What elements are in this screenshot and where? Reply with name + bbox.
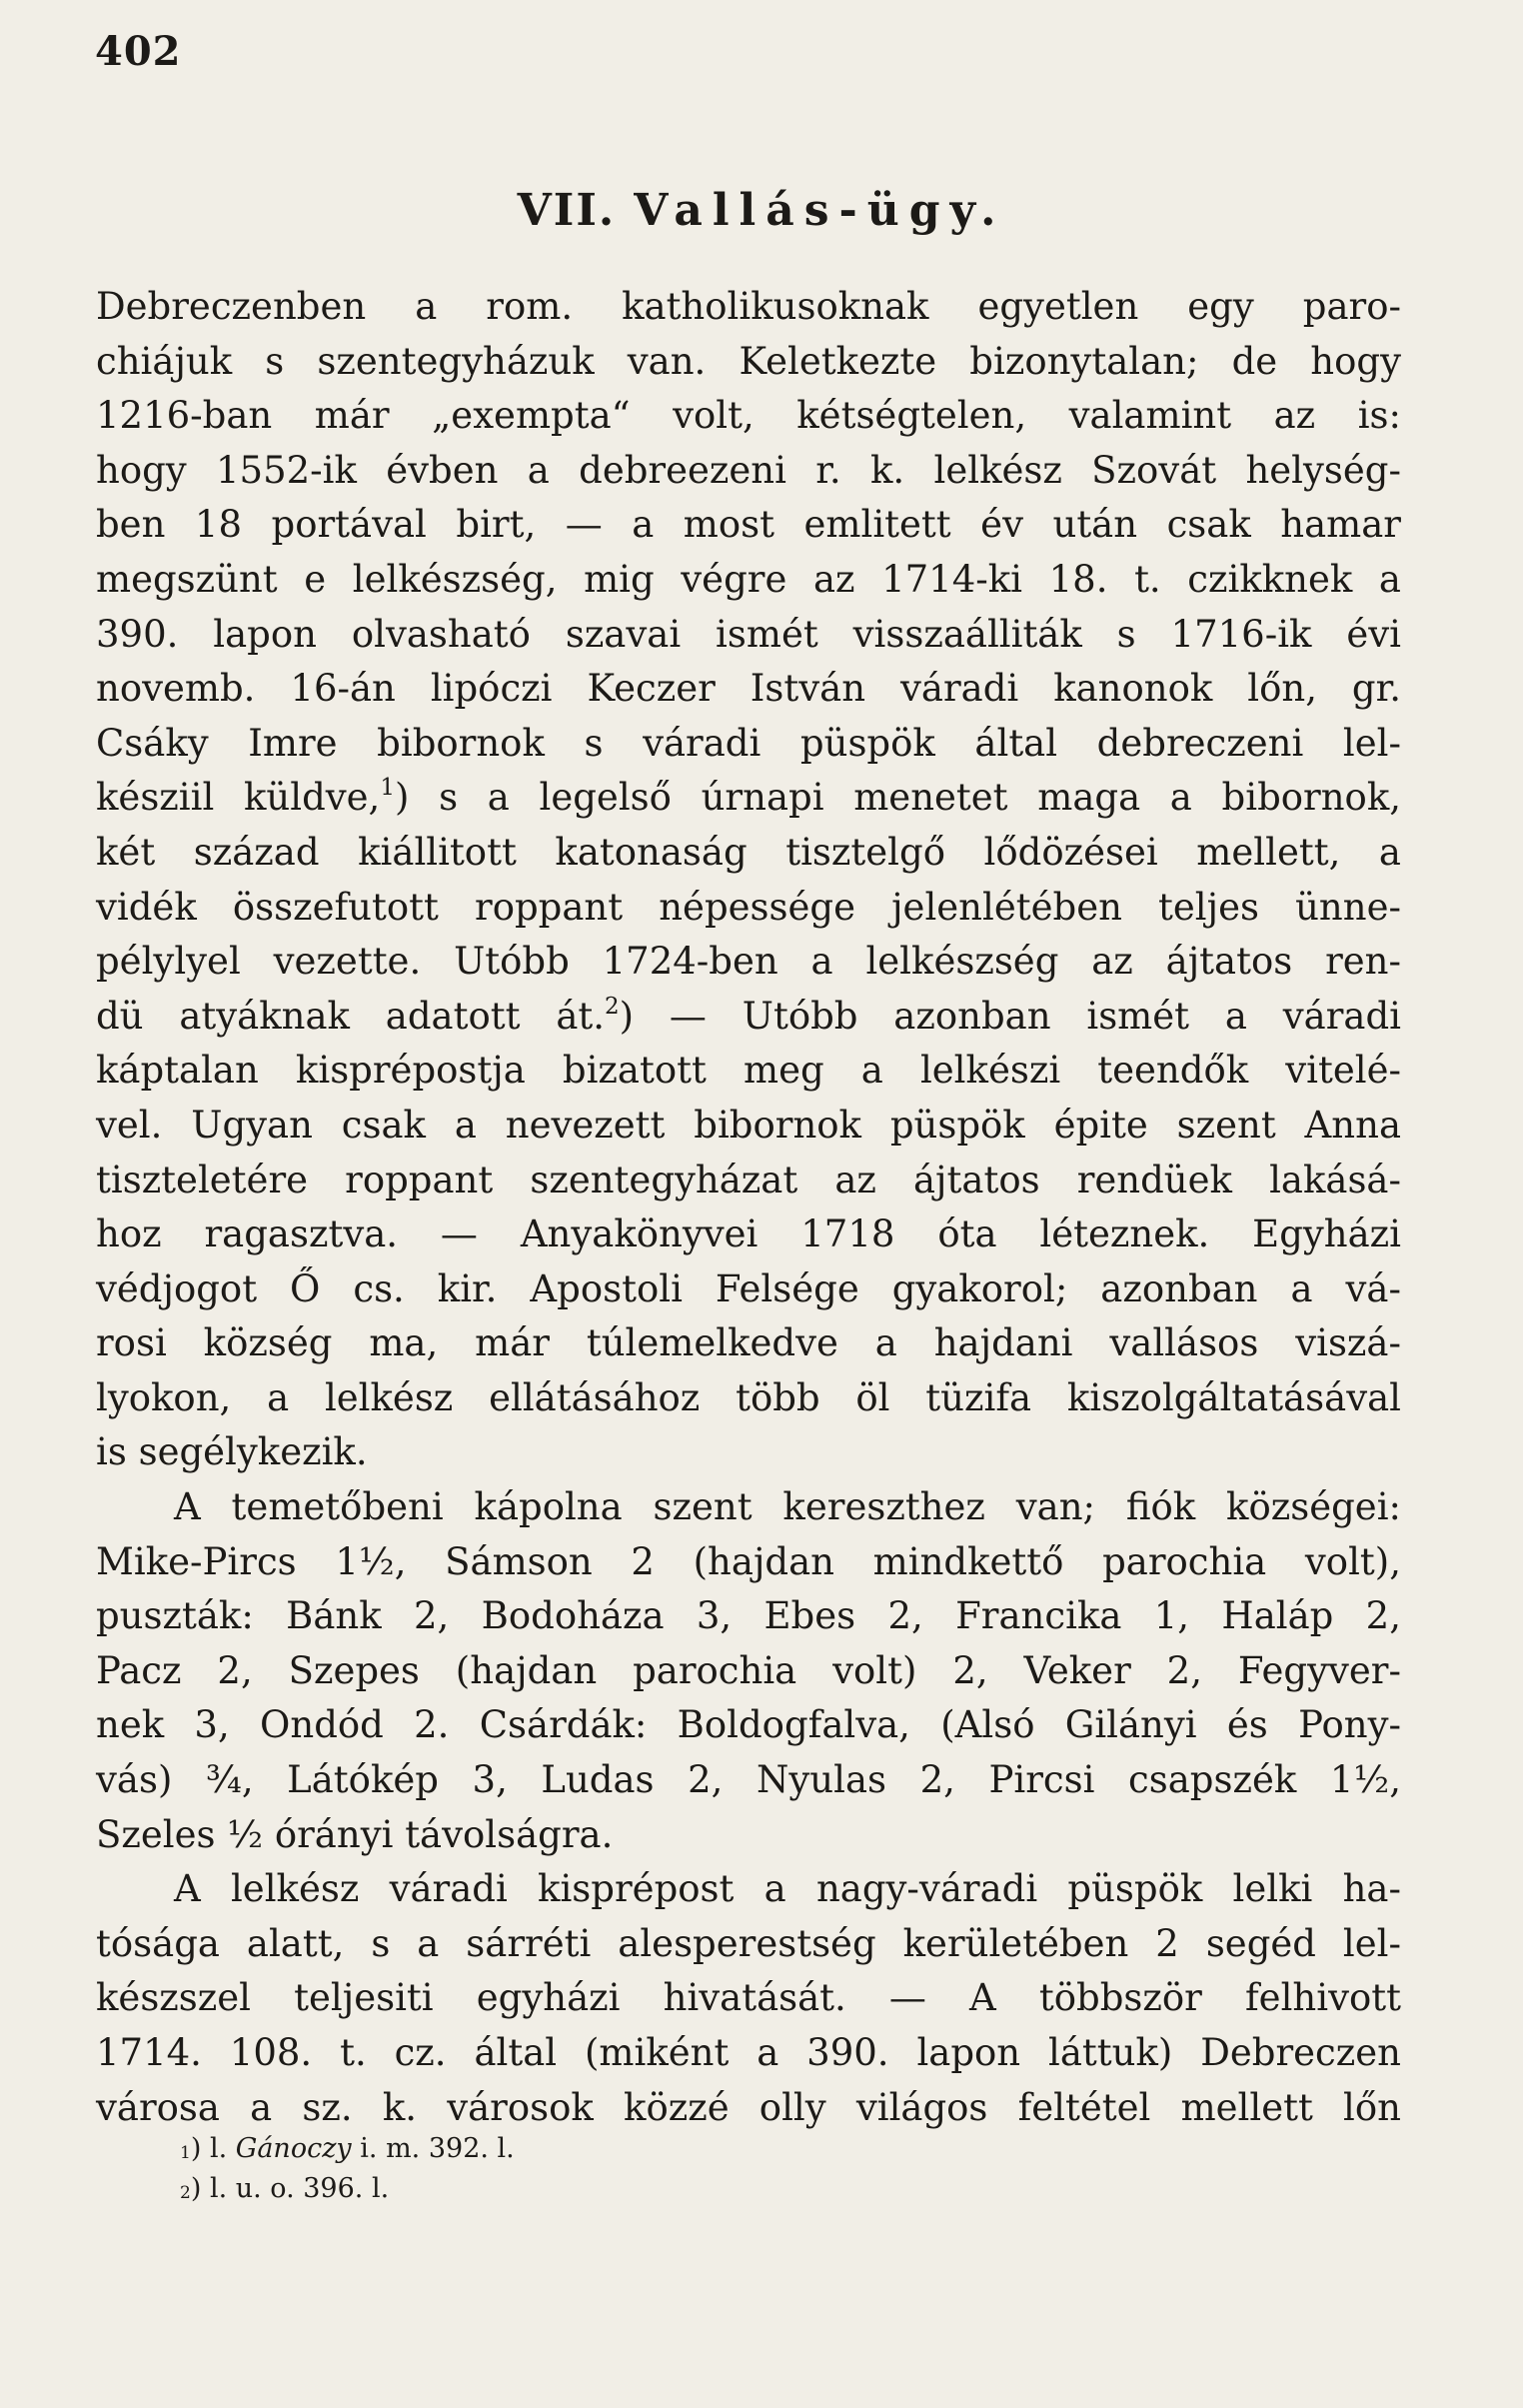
- text-line: [96, 280, 1401, 335]
- text-line-content: novemb. 16-án lipóczi Keczer István váradi kanonok lőn, gr.: [96, 667, 1401, 711]
- text-line: [96, 553, 1401, 608]
- text-line: [96, 1808, 1401, 1863]
- text-line-content: puszták: Bánk 2, Bodoháza 3, Ebes 2, Francika 1, Haláp 2,: [96, 1594, 1401, 1638]
- text-line-content: is segélykezik.: [96, 1430, 368, 1474]
- text-line: [96, 1099, 1401, 1154]
- text-line-content: Csáky Imre bibornok s váradi püspök által debreczeni lel-: [96, 721, 1401, 765]
- text-line: [96, 1207, 1401, 1262]
- text-line: késziil küldve,$^1$) s a legelső úrnapi menetet maga a bibornok,: [96, 775, 1402, 820]
- text-line: [96, 1917, 1401, 1972]
- text-line-continuation: — Utóbb azonban ismét a váradi: [634, 994, 1401, 1038]
- text-line-content: késziil küldve,: [96, 776, 381, 820]
- text-line: [96, 881, 1401, 936]
- text-line-content: vidék összefutott roppant népessége jelenlétében teljes ünne-: [96, 885, 1401, 929]
- text-line: [96, 1589, 1401, 1644]
- text-line: [96, 1262, 1401, 1317]
- text-line-content: megszünt e lelkészség, mig végre az 1714-ki 18. t. czikknek a: [96, 557, 1401, 601]
- text-line: [96, 1862, 1401, 1917]
- text-line-content: chiájuk s szentegyházuk van. Keletkezte bizonytalan; de hogy: [96, 339, 1401, 383]
- text-line: [96, 1480, 1401, 1535]
- text-line-content: káptalan kisprépostja bizatott meg a lelkészi teendők vitelé-: [96, 1049, 1401, 1093]
- text-line-content: tósága alatt, s a sárréti alesperestség kerületében 2 segéd lel-: [96, 1921, 1401, 1965]
- text-line-content: Pacz 2, Szepes (hajdan parochia volt) 2, Veker 2, Fegyver-: [96, 1648, 1401, 1692]
- section-heading: [0, 185, 1523, 236]
- text-line: [96, 2081, 1401, 2136]
- text-line-continuation: s a legelső úrnapi menetet maga a bibornok,: [409, 776, 1402, 820]
- text-line-content: A lelkész váradi kisprépost a nagy-váradi püspök lelki ha-: [174, 1867, 1401, 1911]
- text-line-content: dü atyáknak adatott át.: [96, 994, 606, 1038]
- text-line: [96, 2026, 1401, 2081]
- footnote-author: Gánoczy: [235, 2133, 352, 2164]
- text-line-content: hoz ragasztva. — Anyakönyvei 1718 óta léteznek. Egyházi: [96, 1212, 1401, 1256]
- text-line-content: 390. lapon olvasható szavai ismét visszaálliták s 1716-ik évi: [96, 612, 1401, 656]
- footnote-citation: i. m. 392. l.: [351, 2133, 515, 2164]
- text-line-content: védjogot Ő cs. kir. Apostoli Felsége gyakorol; azonban a vá-: [96, 1266, 1401, 1310]
- text-line: [96, 335, 1401, 390]
- text-line: [96, 826, 1401, 881]
- footnote-mark: 2: [180, 2183, 191, 2203]
- text-line-content: rosi község ma, már túlemelkedve a hajdani vallásos viszá-: [96, 1321, 1401, 1365]
- body-text: [96, 280, 1401, 2135]
- text-line-content: 1216-ban már „exempta“ volt, kétségtelen, valamint az is:: [96, 394, 1401, 438]
- text-line-content: lyokon, a lelkész ellátásához több öl tüzifa kiszolgáltatásával: [96, 1375, 1401, 1419]
- text-line-content: Szeles ½ órányi távolságra.: [96, 1812, 614, 1856]
- footnote: $^1$) l. Gánoczy i. m. 392. l.: [180, 2133, 515, 2164]
- text-line-content: vás) ¾, Látókép 3, Ludas 2, Nyulas 2, Pircsi csapszék 1½,: [96, 1758, 1401, 1802]
- text-line: [96, 662, 1401, 717]
- footnote-mark: 1: [180, 2143, 191, 2163]
- text-line-content: nek 3, Ondód 2. Csárdák: Boldogfalva, (Alsó Gilányi és Pony-: [96, 1703, 1401, 1747]
- footnote-text: l.: [209, 2133, 236, 2164]
- footnote-text: l. u. o. 396. l.: [209, 2173, 390, 2204]
- text-line-content: ben 18 portával birt, — a most emlitett év után csak hamar: [96, 503, 1401, 547]
- text-line-content: A temetőbeni kápolna szent kereszthez van; fiók községei:: [174, 1485, 1401, 1529]
- text-line: [96, 1535, 1401, 1590]
- text-line-content: 1714. 108. t. cz. által (miként a 390. lapon láttuk) Debreczen: [96, 2031, 1401, 2074]
- text-line: [96, 1316, 1401, 1371]
- text-line-content: Mike-Pircs 1½, Sámson 2 (hajdan mindkettő parochia volt),: [96, 1539, 1401, 1583]
- text-line: [96, 1425, 1401, 1480]
- text-line: [96, 444, 1401, 499]
- footnote-reference: 1: [380, 775, 395, 802]
- text-line-content: vel. Ugyan csak a nevezett bibornok püspök épite szent Anna: [96, 1103, 1401, 1147]
- text-line: [96, 1971, 1401, 2026]
- text-line: [96, 1698, 1401, 1753]
- section-heading-number: VII.: [517, 185, 617, 236]
- text-line-content: pélylyel vezette. Utóbb 1724-ben a lelkészség az ájtatos ren-: [96, 940, 1401, 984]
- text-line: [96, 935, 1401, 990]
- text-line: [96, 717, 1401, 772]
- text-line: [96, 389, 1401, 444]
- text-line-content: készszel teljesiti egyházi hivatását. — A többször felhivott: [96, 1976, 1401, 2020]
- page-number: 402: [95, 28, 182, 75]
- text-line-content: Debreczenben a rom. katholikusoknak egyetlen egy paro-: [96, 285, 1401, 328]
- text-line: [96, 1753, 1401, 1808]
- text-line: [96, 1154, 1401, 1208]
- text-line: [96, 1371, 1401, 1426]
- text-line-content: tiszteletére roppant szentegyházat az ájtatos rendüek lakásá-: [96, 1158, 1401, 1202]
- text-line: dü atyáknak adatott át.$^2$) — Utóbb azonban ismét a váradi: [96, 993, 1401, 1038]
- text-line-content: városa a sz. k. városok közzé olly világos feltétel mellett lőn: [96, 2085, 1401, 2129]
- text-line: [96, 1044, 1401, 1099]
- text-line-content: két század kiállitott katonaság tisztelgő lődözései mellett, a: [96, 830, 1401, 874]
- text-line-content: hogy 1552-ik évben a debreezeni r. k. lelkész Szovát helység-: [96, 448, 1401, 492]
- text-line: [96, 1644, 1401, 1699]
- section-heading-title: Vallás-ügy.: [634, 185, 1006, 236]
- text-line: [96, 608, 1401, 663]
- text-line: [96, 498, 1401, 553]
- footnote: $^2$) l. u. o. 396. l.: [180, 2173, 390, 2204]
- footnote-reference: 2: [605, 993, 620, 1020]
- footnotes: [180, 2129, 515, 2209]
